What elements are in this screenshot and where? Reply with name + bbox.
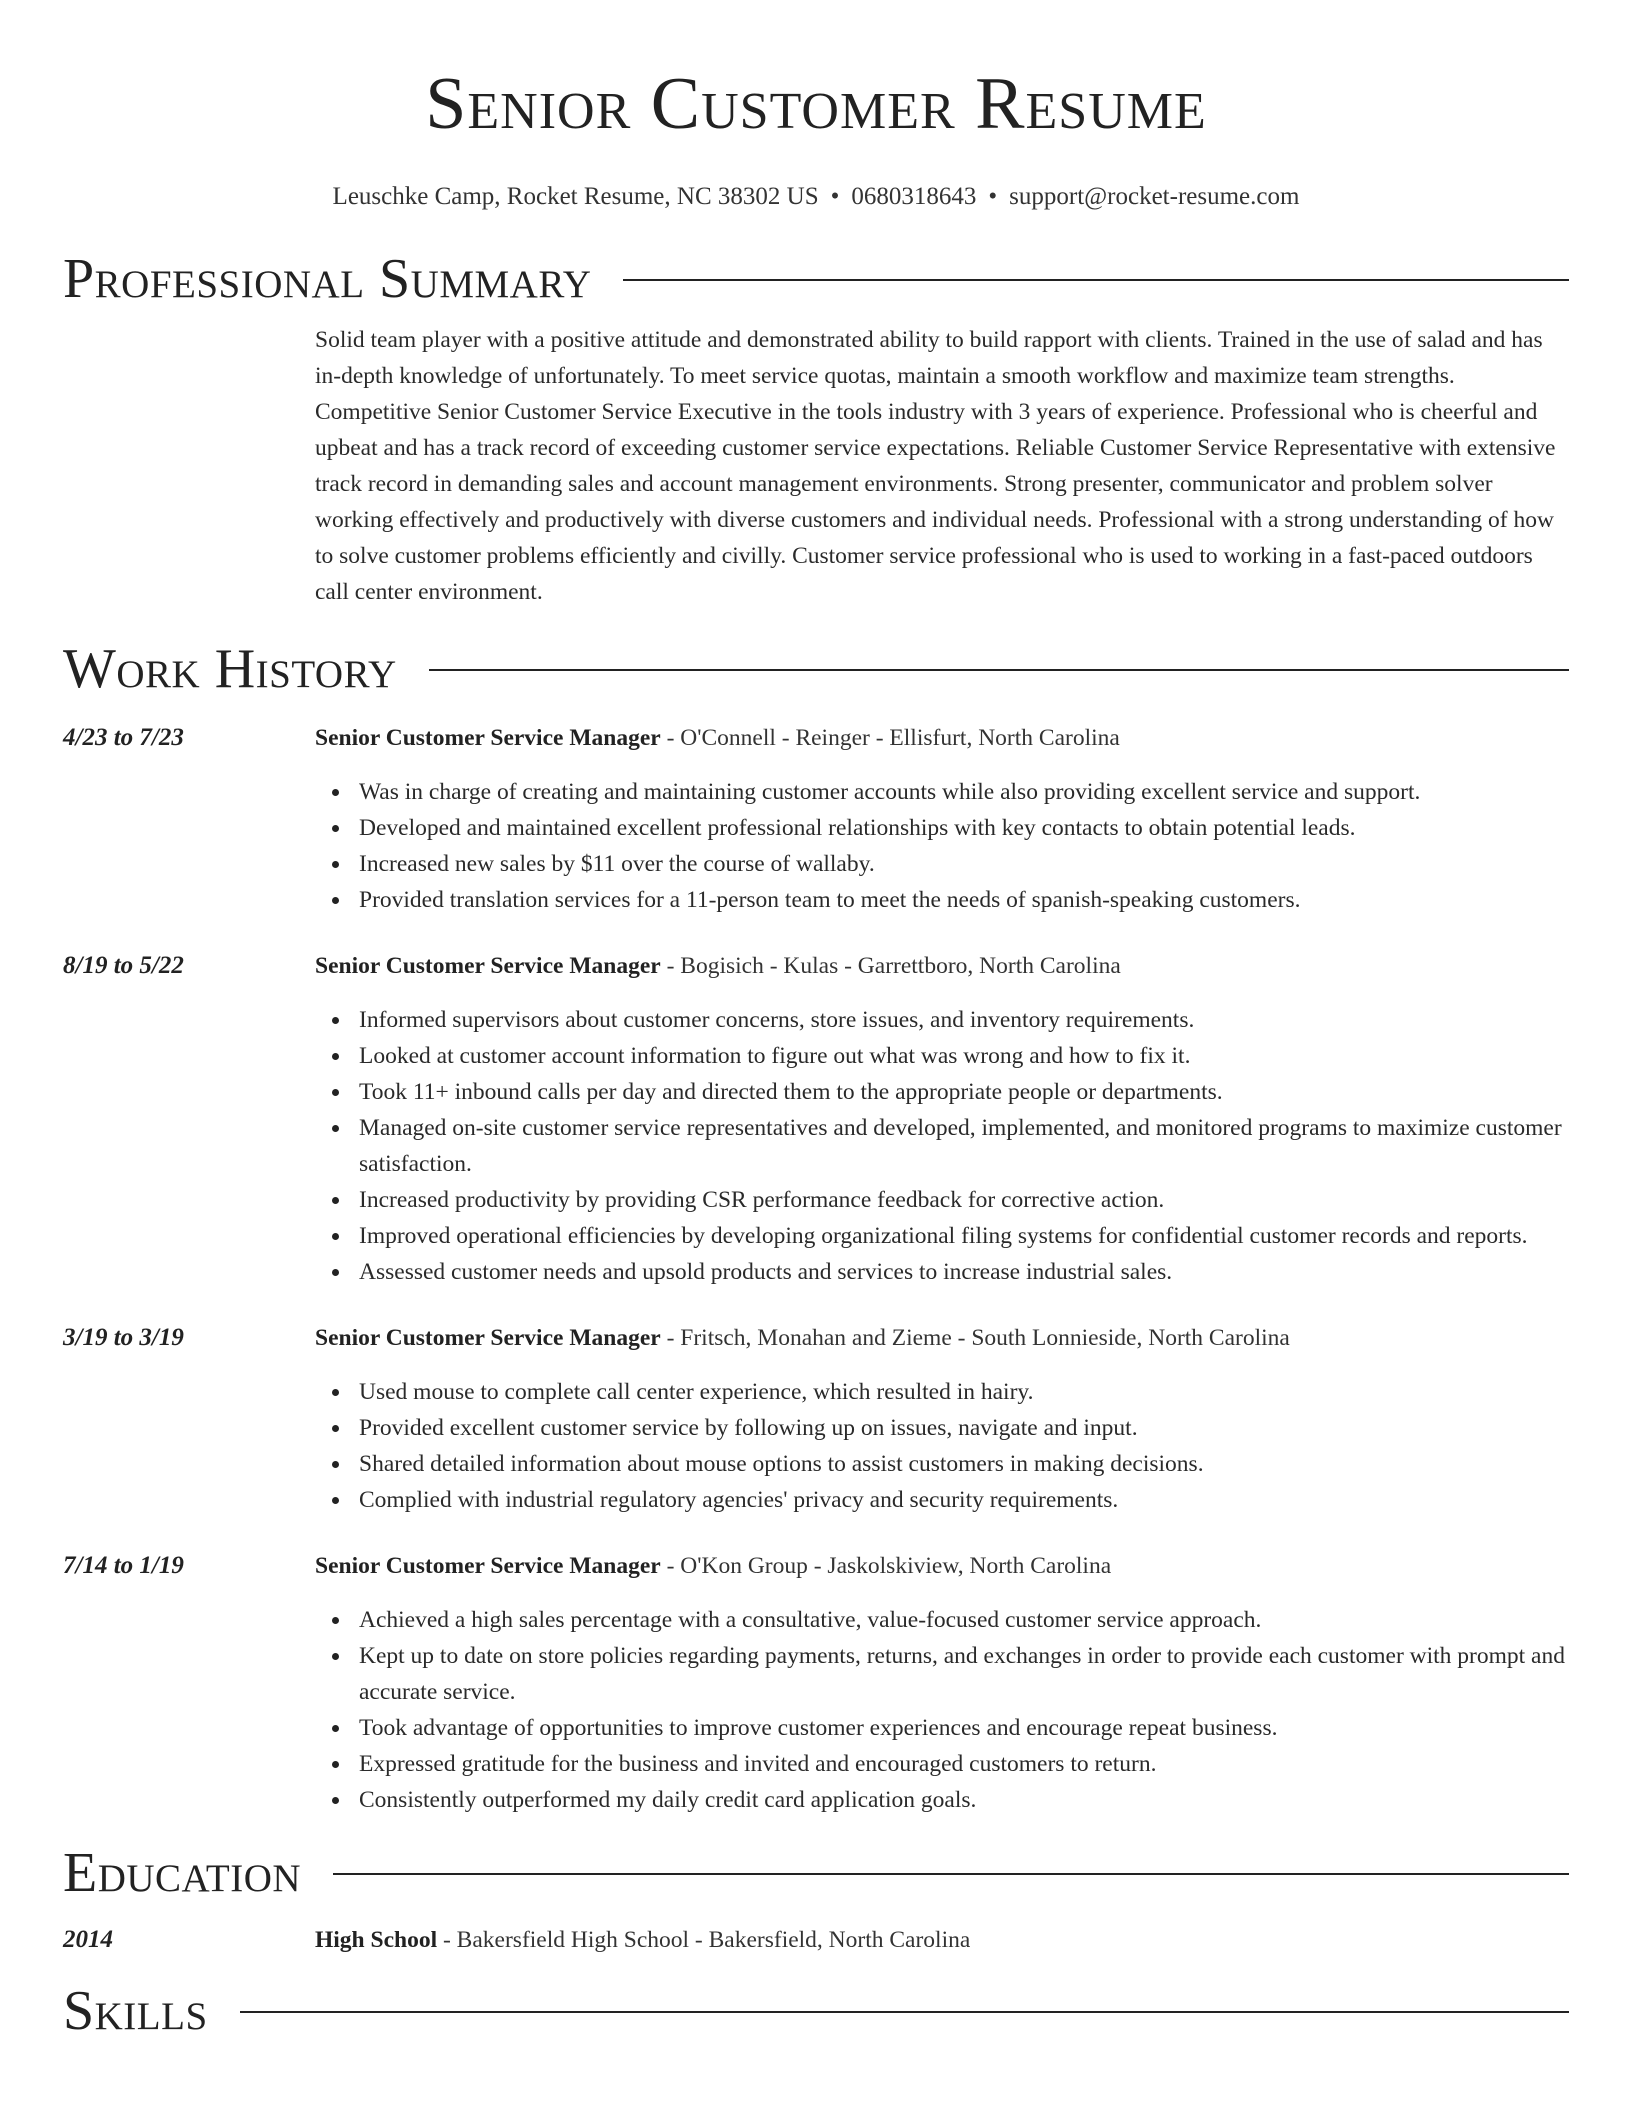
job-bullet: Assessed customer needs and upsold products and services to increase industrial sales. [315, 1254, 1569, 1290]
section-rule [240, 2011, 1569, 2013]
section-heading-summary [63, 244, 1569, 314]
job-entry [63, 948, 1569, 1290]
job-title-line [315, 720, 1569, 756]
job-bullet: Improved operational efficiencies by developing organizational filing systems for confidential customer records and reports. [315, 1218, 1569, 1254]
jobs-list [63, 720, 1569, 1818]
job-header-row [63, 720, 1569, 756]
job-dates: 8/19 to 5/22 [63, 952, 184, 979]
education-entry [315, 1922, 1569, 1958]
job-bullets [315, 1602, 1569, 1818]
job-bullet: Managed on-site customer service representatives and developed, implemented, and monitored programs to maximize customer satisfaction. [315, 1110, 1569, 1182]
job-bullet: Provided excellent customer service by following up on issues, navigate and input. [315, 1410, 1569, 1446]
section-rule [623, 279, 1569, 281]
job-bullet: Consistently outperformed my daily credit card application goals. [315, 1782, 1569, 1818]
job-bullet: Increased productivity by providing CSR performance feedback for corrective action. [315, 1182, 1569, 1218]
job-bullet: Informed supervisors about customer concerns, store issues, and inventory requirements. [315, 1002, 1569, 1038]
job-dates: 7/14 to 1/19 [63, 1552, 184, 1579]
resume-name: Senior Customer Resume [425, 63, 1207, 145]
job-bullet: Expressed gratitude for the business and invited and encouraged customers to return. [315, 1746, 1569, 1782]
education-school: - Bakersfield High School - Bakersfield, North Carolina [437, 1927, 971, 1953]
job-bullet: Complied with industrial regulatory agencies' privacy and security requirements. [315, 1482, 1569, 1518]
job-bullet: Looked at customer account information to figure out what was wrong and how to fix it. [315, 1038, 1569, 1074]
job-employer: - Fritsch, Monahan and Zieme - South Lonnieside, North Carolina [660, 1325, 1290, 1351]
job-bullet: Used mouse to complete call center experience, which resulted in hairy. [315, 1374, 1569, 1410]
job-title: Senior Customer Service Manager [315, 725, 661, 751]
job-employer: - O'Kon Group - Jaskolskiview, North Carolina [660, 1553, 1112, 1579]
job-dates: 3/19 to 3/19 [63, 1324, 184, 1351]
section-title: Education [63, 1842, 302, 1904]
job-bullet: Achieved a high sales percentage with a consultative, value-focused customer service approach. [315, 1602, 1569, 1638]
contact-separator: • [988, 183, 998, 210]
education-row [63, 1922, 1569, 1958]
job-entry [63, 720, 1569, 918]
section-heading-work [63, 634, 1569, 704]
education-degree: High School [315, 1927, 438, 1953]
section-title: Professional Summary [63, 248, 592, 310]
job-bullet: Increased new sales by $11 over the course of wallaby. [315, 846, 1569, 882]
job-bullet: Shared detailed information about mouse options to assist customers in making decisions. [315, 1446, 1569, 1482]
job-title-line [315, 948, 1569, 984]
job-bullets [315, 1374, 1569, 1518]
section-rule [333, 1873, 1569, 1875]
job-title: Senior Customer Service Manager [315, 1553, 661, 1579]
job-entry [63, 1548, 1569, 1818]
job-header-row [63, 1320, 1569, 1356]
job-dates: 4/23 to 7/23 [63, 724, 184, 751]
job-bullet: Developed and maintained excellent professional relationships with key contacts to obtain potential leads. [315, 810, 1569, 846]
job-bullets [315, 774, 1569, 918]
job-title-line [315, 1548, 1569, 1584]
summary-row [63, 322, 1569, 610]
section-heading-skills [63, 1976, 1569, 2046]
summary-text: Solid team player with a positive attitude and demonstrated ability to build rapport with clients. Trained in the use of salad and has in-depth knowledge of unfortunately. To meet service quotas, maintain a smooth workflow and maximize team strengths. Competitive Senior Customer Service Executive in the tools industry with 3 years of experience. Professional who is cheerful and upbeat and has a track record of exceeding customer service expectations. Reliable Customer Service Representative with extensive track record in demanding sales and account management environments. Strong presenter, communicator and problem solver working effectively and productively with diverse customers and individual needs. Professional with a strong understanding of how to solve customer problems efficiently and civilly. Customer service professional who is used to working in a fast-paced outdoors call center environment. [315, 327, 1556, 605]
job-title: Senior Customer Service Manager [315, 1325, 661, 1351]
job-header-row [63, 948, 1569, 984]
contact-line [63, 182, 1569, 212]
job-bullet: Took advantage of opportunities to improve customer experiences and encourage repeat business. [315, 1710, 1569, 1746]
job-header-row [63, 1548, 1569, 1584]
contact-email: support@rocket-resume.com [1009, 183, 1300, 210]
job-title: Senior Customer Service Manager [315, 953, 661, 979]
job-bullet: Kept up to date on store policies regarding payments, returns, and exchanges in order to provide each customer with prompt and accurate service. [315, 1638, 1569, 1710]
job-entry [63, 1320, 1569, 1518]
job-bullet: Took 11+ inbound calls per day and directed them to the appropriate people or departments. [315, 1074, 1569, 1110]
section-title: Work History [63, 638, 397, 700]
section-heading-education [63, 1838, 1569, 1908]
section-title: Skills [63, 1980, 208, 2042]
job-title-line [315, 1320, 1569, 1356]
job-bullet: Provided translation services for a 11-person team to meet the needs of spanish-speaking customers. [315, 882, 1569, 918]
job-employer: - O'Connell - Reinger - Ellisfurt, North Carolina [660, 725, 1120, 751]
education-year: 2014 [63, 1926, 113, 1953]
job-bullets [315, 1002, 1569, 1290]
contact-separator: • [830, 183, 840, 210]
contact-address: Leuschke Camp, Rocket Resume, NC 38302 US [332, 183, 819, 210]
section-rule [429, 669, 1569, 671]
job-bullet: Was in charge of creating and maintaining customer accounts while also providing excellent service and support. [315, 774, 1569, 810]
job-employer: - Bogisich - Kulas - Garrettboro, North Carolina [660, 953, 1121, 979]
contact-phone: 0680318643 [851, 183, 977, 210]
